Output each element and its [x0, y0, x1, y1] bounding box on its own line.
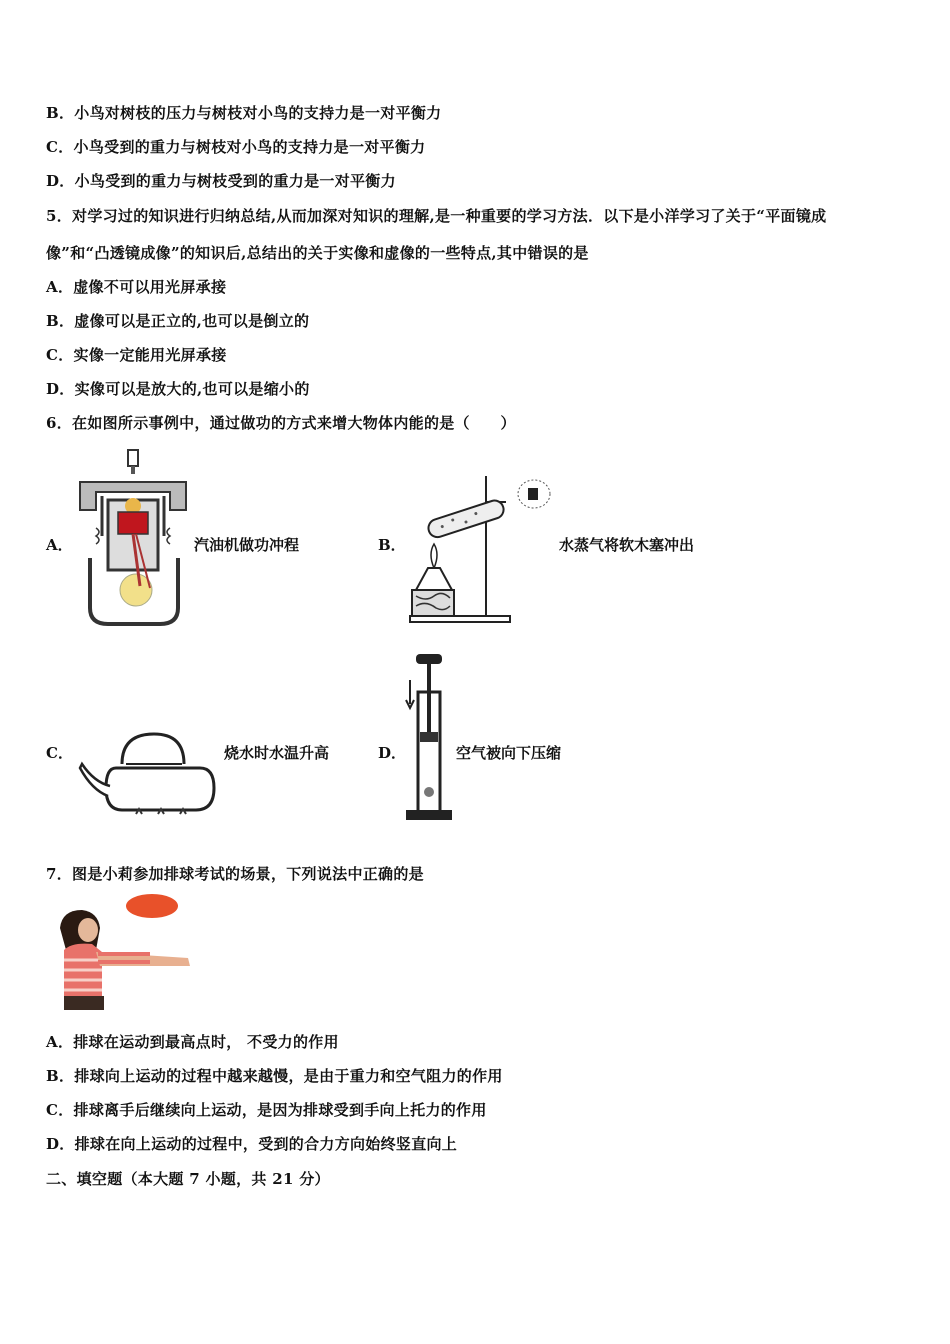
q5-stem-line2: 像”和“凸透镜成像”的知识后,总结出的关于实像和虚像的一些特点,其中错误的是 — [46, 244, 589, 262]
q7-stem: 7．图是小莉参加排球考试的场景，下列说法中正确的是 — [46, 865, 424, 883]
q6-option-a-letter: A． — [46, 536, 73, 554]
q6-option-b-letter: B． — [378, 536, 406, 554]
q6-stem: 6．在如图所示事例中，通过做功的方式来增大物体内能的是（ ） — [46, 414, 516, 432]
q6-option-b-caption: 水蒸气将软木塞冲出 — [559, 536, 695, 554]
steam-flask-figure — [406, 472, 556, 628]
q5-stem-line1: 5．对学习过的知识进行归纳总结,从而加深对知识的理解,是一种重要的学习方法．以下是小洋学习了关于“平面镜成 — [46, 207, 827, 225]
q4-option-b: B．小鸟对树枝的压力与树枝对小鸟的支持力是一对平衡力 — [46, 104, 442, 122]
q7-option-c: C．排球离手后继续向上运动，是因为排球受到手向上托力的作用 — [46, 1101, 487, 1119]
section-2-heading: 二、填空题（本大题 7 小题，共 21 分） — [46, 1170, 330, 1188]
kettle-figure — [76, 728, 224, 824]
q5-option-b: B．虚像可以是正立的,也可以是倒立的 — [46, 312, 310, 330]
q6-option-d-letter: D． — [378, 744, 407, 762]
q7-option-d: D．排球在向上运动的过程中，受到的合力方向始终竖直向上 — [46, 1135, 458, 1153]
air-pump-figure — [404, 652, 456, 822]
volleyball-girl-figure — [52, 892, 198, 1010]
q5-option-a: A．虚像不可以用光屏承接 — [46, 278, 227, 296]
q6-option-a-caption: 汽油机做功冲程 — [194, 536, 300, 554]
q6-option-d-caption: 空气被向下压缩 — [456, 744, 562, 762]
engine-figure — [78, 448, 190, 628]
q6-option-c-caption: 烧水时水温升高 — [224, 744, 330, 762]
q4-option-c: C．小鸟受到的重力与树枝对小鸟的支持力是一对平衡力 — [46, 138, 426, 156]
q5-option-d: D．实像可以是放大的,也可以是缩小的 — [46, 380, 310, 398]
q4-option-d: D．小鸟受到的重力与树枝受到的重力是一对平衡力 — [46, 172, 396, 190]
q7-option-b: B．排球向上运动的过程中越来越慢，是由于重力和空气阻力的作用 — [46, 1067, 503, 1085]
q5-option-c: C．实像一定能用光屏承接 — [46, 346, 227, 364]
q7-option-a: A．排球在运动到最高点时， 不受力的作用 — [46, 1033, 339, 1051]
q6-option-c-letter: C． — [46, 744, 73, 762]
